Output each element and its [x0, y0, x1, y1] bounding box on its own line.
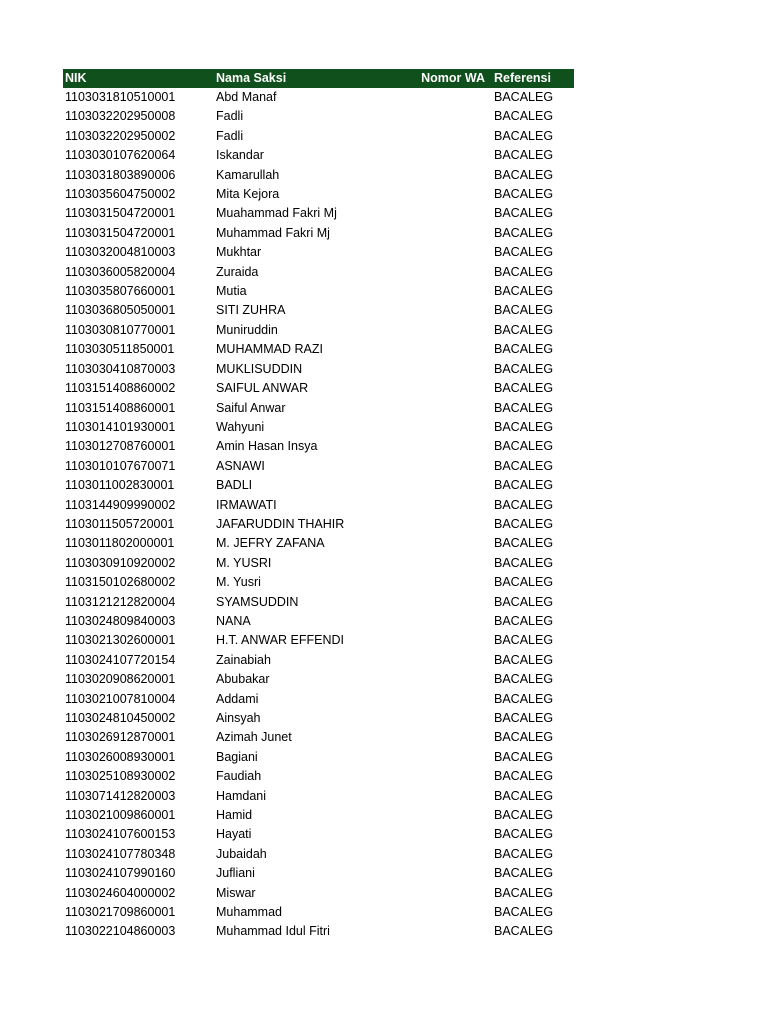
table-row	[63, 767, 574, 786]
table-row	[63, 282, 574, 301]
cell-nama-saksi: BADLI	[216, 478, 253, 493]
cell-nomor-wa	[419, 631, 493, 650]
cell-referensi: BACALEG	[494, 303, 554, 318]
table-row	[63, 728, 574, 747]
cell-nomor-wa	[419, 922, 493, 941]
cell-nik: 1103031504720001	[65, 225, 176, 240]
cell-nama-saksi: Ainsyah	[216, 711, 261, 725]
table-row	[63, 651, 574, 670]
cell-nomor-wa	[419, 825, 493, 844]
cell-nik: 1103011802000001	[65, 536, 175, 551]
header-nik: NIK	[65, 71, 87, 85]
cell-nama-saksi: Jufliani	[216, 866, 255, 881]
cell-nik: 1103030810770001	[65, 322, 176, 337]
table-row	[63, 864, 574, 883]
cell-nomor-wa	[419, 204, 493, 223]
cell-referensi: BACALEG	[494, 400, 554, 415]
cell-referensi: BACALEG	[494, 419, 554, 434]
cell-referensi: BACALEG	[494, 342, 554, 357]
cell-nama-saksi: Zainabiah	[216, 652, 271, 667]
cell-referensi: BACALEG	[494, 808, 554, 823]
cell-nomor-wa	[419, 612, 493, 631]
cell-nama-saksi: Addami	[216, 691, 259, 706]
cell-nama-saksi: Fadli	[216, 128, 244, 143]
cell-nama-saksi: SYAMSUDDIN	[216, 594, 299, 609]
cell-nik: 1103024604000002	[65, 885, 176, 900]
table-row	[63, 204, 574, 223]
table-row	[63, 301, 574, 320]
cell-nik: 1103151408860001	[65, 400, 176, 415]
cell-referensi: BACALEG	[494, 264, 554, 279]
cell-nama-saksi: Faudiah	[216, 769, 262, 784]
cell-nama-saksi: Muhammad Idul Fitri	[216, 924, 330, 939]
cell-nama-saksi: Mukhtar	[216, 245, 262, 260]
cell-nomor-wa	[419, 166, 493, 185]
cell-nama-saksi: Muhammad Fakri Mj	[216, 225, 330, 240]
cell-nomor-wa	[419, 787, 493, 806]
cell-nik: 1103011505720001	[65, 516, 175, 531]
cell-nomor-wa	[419, 864, 493, 883]
cell-nik: 1103035604750002	[65, 187, 176, 202]
cell-nama-saksi: M. Yusri	[216, 575, 261, 590]
cell-nama-saksi: Hayati	[216, 827, 252, 842]
cell-nama-saksi: MUKLISUDDIN	[216, 361, 303, 376]
cell-nomor-wa	[419, 748, 493, 767]
cell-nomor-wa	[419, 515, 493, 534]
cell-nama-saksi: Abubakar	[216, 672, 270, 687]
cell-nama-saksi: SITI ZUHRA	[216, 303, 286, 318]
cell-nomor-wa	[419, 224, 493, 243]
cell-nama-saksi: Amin Hasan Insya	[216, 439, 318, 454]
cell-nik: 1103021709860001	[65, 905, 176, 920]
table-row	[63, 690, 574, 709]
data-table	[63, 69, 574, 942]
cell-nik: 1103025108930002	[65, 769, 176, 784]
cell-referensi: BACALEG	[494, 167, 554, 182]
cell-nomor-wa	[419, 884, 493, 903]
cell-nama-saksi: Saiful Anwar	[216, 400, 286, 415]
table-row	[63, 107, 574, 126]
table-row	[63, 457, 574, 476]
cell-nama-saksi: Muahammad Fakri Mj	[216, 206, 337, 221]
table-row	[63, 709, 574, 728]
cell-nik: 1103024107720154	[65, 652, 176, 667]
table-row	[63, 515, 574, 534]
cell-nik: 1103024810450002	[65, 711, 176, 725]
table-row	[63, 243, 574, 262]
table-row	[63, 612, 574, 631]
cell-referensi: BACALEG	[494, 905, 554, 920]
cell-referensi: BACALEG	[494, 439, 554, 454]
table-header	[63, 69, 574, 88]
cell-nik: 1103020908620001	[65, 672, 176, 687]
cell-referensi: BACALEG	[494, 846, 554, 861]
cell-nama-saksi: SAIFUL ANWAR	[216, 381, 309, 396]
cell-nik: 1103071412820003	[65, 788, 176, 803]
cell-referensi: BACALEG	[494, 245, 554, 260]
cell-nama-saksi: IRMAWATI	[216, 497, 277, 512]
cell-referensi: BACALEG	[494, 109, 554, 124]
cell-nama-saksi: Bagiani	[216, 749, 258, 764]
table-row	[63, 884, 574, 903]
cell-nik: 1103030107620064	[65, 148, 176, 163]
cell-nama-saksi: Muhammad	[216, 905, 282, 920]
table-row	[63, 127, 574, 146]
header-referensi: Referensi	[494, 71, 551, 85]
cell-nik: 1103021007810004	[65, 691, 176, 706]
cell-nik: 1103030410870003	[65, 361, 176, 376]
cell-nomor-wa	[419, 263, 493, 282]
cell-nik: 1103121212820004	[65, 594, 176, 609]
cell-nomor-wa	[419, 321, 493, 340]
cell-nama-saksi: Miswar	[216, 885, 256, 900]
cell-nomor-wa	[419, 107, 493, 126]
cell-nama-saksi: Mita Kejora	[216, 187, 280, 202]
cell-nomor-wa	[419, 554, 493, 573]
cell-nik: 1103026912870001	[65, 730, 176, 745]
cell-referensi: BACALEG	[494, 866, 554, 881]
cell-referensi: BACALEG	[494, 516, 554, 531]
cell-referensi: BACALEG	[494, 90, 554, 104]
table-row	[63, 379, 574, 398]
cell-nomor-wa	[419, 88, 493, 107]
cell-nik: 1103031810510001	[65, 90, 176, 104]
cell-nomor-wa	[419, 437, 493, 456]
cell-nomor-wa	[419, 670, 493, 689]
header-nomor-wa: Nomor WA	[421, 71, 485, 85]
cell-referensi: BACALEG	[494, 361, 554, 376]
cell-nik: 1103030910920002	[65, 555, 176, 570]
cell-nik: 1103031803890006	[65, 167, 176, 182]
cell-nik: 1103150102680002	[65, 575, 176, 590]
cell-nomor-wa	[419, 360, 493, 379]
cell-nomor-wa	[419, 340, 493, 359]
cell-referensi: BACALEG	[494, 225, 554, 240]
cell-nomor-wa	[419, 903, 493, 922]
cell-nomor-wa	[419, 399, 493, 418]
table-row	[63, 806, 574, 825]
cell-referensi: BACALEG	[494, 187, 554, 202]
table-row	[63, 146, 574, 165]
cell-nomor-wa	[419, 127, 493, 146]
cell-nama-saksi: Zuraida	[216, 264, 259, 279]
cell-nomor-wa	[419, 185, 493, 204]
table-row	[63, 845, 574, 864]
table-row	[63, 496, 574, 515]
cell-nomor-wa	[419, 379, 493, 398]
table-row	[63, 418, 574, 437]
table-row	[63, 321, 574, 340]
cell-referensi: BACALEG	[494, 633, 554, 648]
cell-nama-saksi: Wahyuni	[216, 419, 265, 434]
cell-referensi: BACALEG	[494, 555, 554, 570]
cell-nik: 1103024809840003	[65, 613, 176, 628]
cell-nik: 1103021009860001	[65, 808, 176, 823]
cell-referensi: BACALEG	[494, 730, 554, 745]
cell-nomor-wa	[419, 282, 493, 301]
table-row	[63, 224, 574, 243]
cell-nama-saksi: ASNAWI	[216, 458, 265, 473]
cell-nomor-wa	[419, 573, 493, 592]
table-row	[63, 88, 574, 107]
cell-referensi: BACALEG	[494, 769, 554, 784]
cell-nik: 1103010107670071	[65, 458, 176, 473]
cell-nik: 1103035807660001	[65, 284, 176, 299]
cell-nik: 1103032004810003	[65, 245, 176, 260]
cell-nomor-wa	[419, 593, 493, 612]
cell-nomor-wa	[419, 651, 493, 670]
cell-nik: 1103024107990160	[65, 866, 176, 881]
cell-nomor-wa	[419, 146, 493, 165]
cell-nik: 1103014101930001	[65, 419, 176, 434]
table-row	[63, 631, 574, 650]
cell-referensi: BACALEG	[494, 128, 554, 143]
table-row	[63, 922, 574, 941]
table-row	[63, 573, 574, 592]
cell-nama-saksi: Abd Manaf	[216, 90, 277, 104]
cell-nomor-wa	[419, 806, 493, 825]
cell-nomor-wa	[419, 690, 493, 709]
cell-nama-saksi: Mutia	[216, 284, 247, 299]
cell-referensi: BACALEG	[494, 672, 554, 687]
table-row	[63, 593, 574, 612]
table-row	[63, 437, 574, 456]
cell-nik: 1103021302600001	[65, 633, 176, 648]
cell-referensi: BACALEG	[494, 749, 554, 764]
cell-referensi: BACALEG	[494, 788, 554, 803]
cell-nama-saksi: NANA	[216, 613, 251, 628]
cell-nomor-wa	[419, 418, 493, 437]
cell-nama-saksi: Kamarullah	[216, 167, 280, 182]
cell-nama-saksi: M. YUSRI	[216, 555, 272, 570]
table-row	[63, 787, 574, 806]
cell-nik: 1103022104860003	[65, 924, 176, 939]
cell-nama-saksi: Hamid	[216, 808, 253, 823]
cell-nik: 1103024107780348	[65, 846, 176, 861]
cell-nomor-wa	[419, 243, 493, 262]
cell-nik: 1103036805050001	[65, 303, 176, 318]
table-row	[63, 185, 574, 204]
cell-nomor-wa	[419, 457, 493, 476]
table-row	[63, 670, 574, 689]
cell-referensi: BACALEG	[494, 575, 554, 590]
cell-referensi: BACALEG	[494, 691, 554, 706]
cell-nik: 1103026008930001	[65, 749, 176, 764]
table-row	[63, 166, 574, 185]
table-row	[63, 534, 574, 553]
cell-nik: 1103024107600153	[65, 827, 176, 842]
cell-nomor-wa	[419, 534, 493, 553]
cell-nik: 1103151408860002	[65, 381, 176, 396]
table-body	[63, 88, 574, 942]
table-row	[63, 476, 574, 495]
cell-nama-saksi: M. JEFRY ZAFANA	[216, 536, 325, 551]
cell-nomor-wa	[419, 728, 493, 747]
table-row	[63, 554, 574, 573]
cell-nik: 1103032202950008	[65, 109, 176, 124]
cell-referensi: BACALEG	[494, 924, 554, 939]
cell-nama-saksi: Jubaidah	[216, 846, 267, 861]
cell-referensi: BACALEG	[494, 827, 554, 842]
table-row	[63, 748, 574, 767]
cell-nama-saksi: Azimah Junet	[216, 730, 292, 745]
cell-referensi: BACALEG	[494, 148, 554, 163]
cell-nik: 1103032202950002	[65, 128, 176, 143]
cell-referensi: BACALEG	[494, 206, 554, 221]
cell-nomor-wa	[419, 767, 493, 786]
cell-nik: 1103036005820004	[65, 264, 176, 279]
cell-nik: 1103030511850001	[65, 342, 175, 357]
cell-referensi: BACALEG	[494, 594, 554, 609]
cell-nama-saksi: Iskandar	[216, 148, 264, 163]
cell-referensi: BACALEG	[494, 478, 554, 493]
table-row	[63, 263, 574, 282]
cell-nomor-wa	[419, 301, 493, 320]
cell-nama-saksi: H.T. ANWAR EFFENDI	[216, 633, 345, 648]
cell-referensi: BACALEG	[494, 458, 554, 473]
cell-referensi: BACALEG	[494, 711, 554, 725]
table-row	[63, 340, 574, 359]
cell-nomor-wa	[419, 496, 493, 515]
cell-referensi: BACALEG	[494, 284, 554, 299]
table-row	[63, 399, 574, 418]
table-row	[63, 360, 574, 379]
cell-referensi: BACALEG	[494, 885, 554, 900]
cell-nomor-wa	[419, 476, 493, 495]
cell-nik: 1103031504720001	[65, 206, 176, 221]
cell-nama-saksi: Fadli	[216, 109, 244, 124]
cell-nama-saksi: Muniruddin	[216, 322, 278, 337]
cell-nama-saksi: Hamdani	[216, 788, 267, 803]
cell-nama-saksi: MUHAMMAD RAZI	[216, 342, 323, 357]
cell-referensi: BACALEG	[494, 536, 554, 551]
table-row	[63, 825, 574, 844]
cell-nama-saksi: JAFARUDDIN THAHIR	[216, 516, 345, 531]
cell-nomor-wa	[419, 709, 493, 728]
cell-referensi: BACALEG	[494, 613, 554, 628]
cell-nomor-wa	[419, 845, 493, 864]
table-row	[63, 903, 574, 922]
cell-referensi: BACALEG	[494, 381, 554, 396]
cell-referensi: BACALEG	[494, 652, 554, 667]
cell-nik: 1103144909990002	[65, 497, 176, 512]
cell-nik: 1103012708760001	[65, 439, 176, 454]
cell-nik: 1103011002830001	[65, 478, 175, 493]
header-nama-saksi: Nama Saksi	[216, 71, 287, 85]
cell-referensi: BACALEG	[494, 497, 554, 512]
cell-referensi: BACALEG	[494, 322, 554, 337]
